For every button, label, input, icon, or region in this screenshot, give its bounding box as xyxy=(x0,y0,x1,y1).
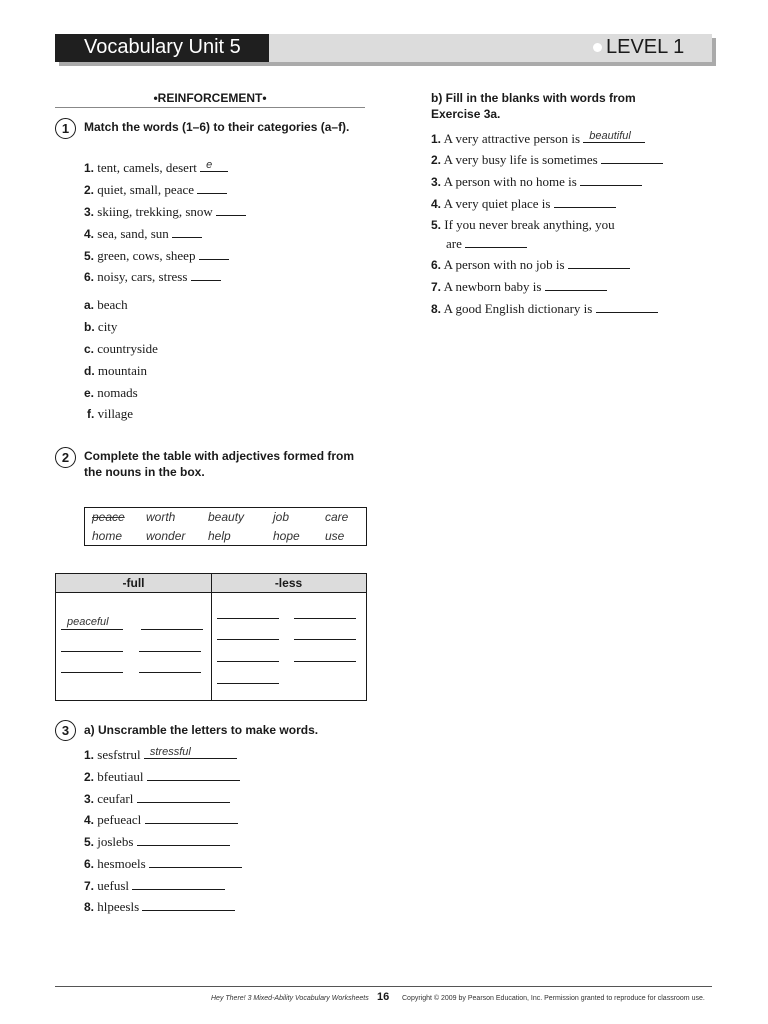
ex1-item: 2. quiet, small, peace xyxy=(84,182,227,198)
bullet-dot-icon xyxy=(593,43,602,52)
answer-blank[interactable] xyxy=(596,301,658,313)
box-word: home xyxy=(92,529,123,543)
answer-blank[interactable] xyxy=(554,196,616,208)
word-box xyxy=(84,507,367,546)
answer-blank[interactable] xyxy=(545,279,607,291)
answer-blank[interactable] xyxy=(199,248,229,260)
answer-line[interactable] xyxy=(139,672,201,673)
answer-blank[interactable] xyxy=(216,204,246,216)
answer-blank[interactable] xyxy=(132,878,225,890)
ex1-item: 3. skiing, trekking, snow xyxy=(84,204,246,220)
answer-blank[interactable] xyxy=(145,812,238,824)
answer-line[interactable] xyxy=(61,672,123,673)
exercise-3-number: 3 xyxy=(55,720,76,741)
answer-line[interactable] xyxy=(139,651,201,652)
ex3b-item: 8. A good English dictionary is xyxy=(431,301,658,317)
answer-blank[interactable]: stressful xyxy=(144,747,237,759)
answer-blank[interactable] xyxy=(465,236,527,248)
answer-blank[interactable]: e xyxy=(200,160,228,172)
answer-line[interactable] xyxy=(294,618,356,619)
answer-blank[interactable] xyxy=(601,152,663,164)
answer-blank[interactable] xyxy=(197,182,227,194)
ex3a-item: 6. hesmoels xyxy=(84,856,242,872)
ex3b-item: 5. If you never break anything, you xyxy=(431,217,615,232)
answer-blank[interactable] xyxy=(147,769,240,781)
answer-blank[interactable] xyxy=(142,899,235,911)
ex3a-item: 8. hlpeesls xyxy=(84,899,235,915)
category-item: f. village xyxy=(87,406,133,421)
ex3b-item: 6. A person with no job is xyxy=(431,257,630,273)
ex3a-item: 2. bfeutiaul xyxy=(84,769,240,785)
answer-line[interactable] xyxy=(217,639,279,640)
answer-blank[interactable] xyxy=(191,269,221,281)
answer-blank[interactable] xyxy=(149,856,242,868)
answer-line[interactable] xyxy=(61,629,123,630)
exercise-1-number: 1 xyxy=(55,118,76,139)
footer-divider xyxy=(55,986,712,987)
category-item: c. countryside xyxy=(84,341,158,356)
example-answer: peaceful xyxy=(67,616,109,628)
box-word: care xyxy=(325,510,349,524)
answer-line[interactable] xyxy=(217,618,279,619)
section-divider xyxy=(55,107,365,108)
ex3a-item: 1. sesfstrul stressful xyxy=(84,747,237,763)
answer-blank[interactable] xyxy=(137,834,230,846)
answer-blank[interactable] xyxy=(580,174,642,186)
ex3b-item: 3. A person with no home is xyxy=(431,174,642,190)
box-word: help xyxy=(208,529,231,543)
box-word: beauty xyxy=(208,510,245,524)
ex3a-item: 4. pefueacl xyxy=(84,812,238,828)
answer-blank[interactable]: beautiful xyxy=(583,131,645,143)
answer-line[interactable] xyxy=(217,683,279,684)
column-header-less: -less xyxy=(274,576,303,590)
category-item: a. beach xyxy=(84,297,128,312)
ex3a-item: 7. uefusl xyxy=(84,878,225,894)
table-divider xyxy=(211,574,212,700)
box-word: worth xyxy=(146,510,176,524)
answer-line[interactable] xyxy=(294,639,356,640)
ex1-item: 5. green, cows, sheep xyxy=(84,248,229,264)
category-item: d. mountain xyxy=(84,363,148,378)
ex3b-item: 4. A very quiet place is xyxy=(431,196,616,212)
ex3b-item-continued: are xyxy=(446,236,527,252)
answer-blank[interactable] xyxy=(137,791,230,803)
box-word: use xyxy=(325,529,345,543)
level-label: LEVEL 1 xyxy=(606,36,685,58)
section-heading: •REINFORCEMENT• xyxy=(153,91,267,105)
ex3b-item: 1. A very attractive person is beautiful xyxy=(431,131,645,147)
exercise-1-instruction: Match the words (1–6) to their categories (a–f). xyxy=(84,120,350,134)
ex3a-item: 5. joslebs xyxy=(84,834,230,850)
answer-blank[interactable] xyxy=(568,257,630,269)
box-word: job xyxy=(273,510,290,524)
category-item: e. nomads xyxy=(84,385,138,400)
unit-title: Vocabulary Unit 5 xyxy=(84,36,241,58)
ex3a-item: 3. ceufarl xyxy=(84,791,230,807)
box-word: hope xyxy=(273,529,300,543)
exercise-3b-instruction: b) Fill in the blanks with words from Exercise 3a. xyxy=(431,91,636,121)
column-header-full: -full xyxy=(122,576,145,590)
ex3b-item: 7. A newborn baby is xyxy=(431,279,607,295)
ex1-item: 1. tent, camels, desert e xyxy=(84,160,228,176)
answer-line[interactable] xyxy=(141,629,203,630)
exercise-3a-instruction: a) Unscramble the letters to make words. xyxy=(84,723,319,737)
ex3b-item: 2. A very busy life is sometimes xyxy=(431,152,663,168)
box-word-crossed: peace xyxy=(92,510,125,524)
adjective-table xyxy=(55,573,367,701)
answer-line[interactable] xyxy=(217,661,279,662)
box-word: wonder xyxy=(146,529,186,543)
ex1-item: 6. noisy, cars, stress xyxy=(84,269,221,285)
answer-blank[interactable] xyxy=(172,226,202,238)
page-number: 16 xyxy=(377,991,390,1003)
footer-copyright: Copyright © 2009 by Pearson Education, Inc. Permission granted to reproduce for classroom use. xyxy=(402,995,705,1002)
footer-book-title: Hey There! 3 Mixed-Ability Vocabulary Worksheets xyxy=(211,995,369,1002)
answer-line[interactable] xyxy=(294,661,356,662)
exercise-2-instruction: Complete the table with adjectives formed from the nouns in the box. xyxy=(84,449,355,479)
category-item: b. city xyxy=(84,319,118,334)
exercise-2-number: 2 xyxy=(55,447,76,468)
ex1-item: 4. sea, sand, sun xyxy=(84,226,202,242)
answer-line[interactable] xyxy=(61,651,123,652)
